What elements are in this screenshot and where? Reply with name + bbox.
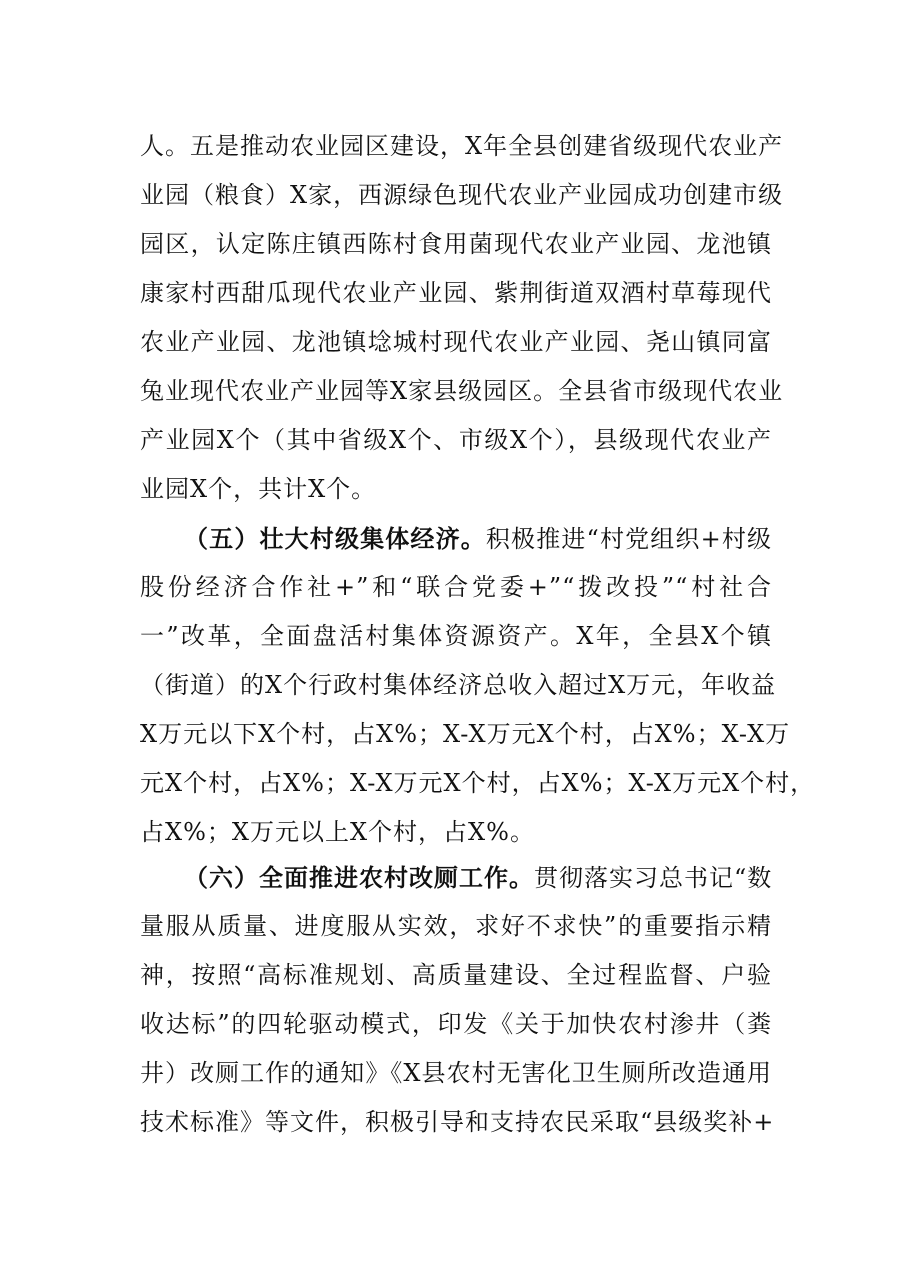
text-line: 产业园X个（其中省级X个、市级X个），县级现代农业产 bbox=[140, 426, 772, 454]
text-line: 农业产业园、龙池镇埝城村现代农业产业园、尧山镇同富 bbox=[140, 328, 772, 356]
paragraph-toilet-reform bbox=[140, 853, 775, 1147]
text-line: X万元以下X个村，占X%；X-X万元X个村，占X%；X-X万 bbox=[140, 720, 791, 748]
text-line: 井）改厕工作的通知》《X县农村无害化卫生厕所改造通用 bbox=[140, 1059, 772, 1087]
text-line: 业园X个，共计X个。 bbox=[140, 475, 377, 503]
text-line: 收达标”的四轮驱动模式，印发《关于加快农村渗井（粪 bbox=[140, 1010, 772, 1038]
text-run: 积极推进“村党组织+村级 bbox=[485, 525, 772, 553]
text-line: 技术标准》等文件，积极引导和支持农民采取“县级奖补+ bbox=[140, 1108, 775, 1136]
paragraph-agricultural-parks bbox=[140, 122, 784, 514]
text-line: 兔业现代农业产业园等X家县级园区。全县省市级现代农业 bbox=[140, 377, 784, 405]
text-line-first bbox=[140, 853, 772, 902]
text-line: （街道）的X个行政村集体经济总收入超过X万元，年收益 bbox=[140, 671, 777, 699]
text-line: 股份经济合作社+”和“联合党委+”“拨改投”“村社合 bbox=[140, 573, 772, 601]
paragraph-collective-economy bbox=[140, 514, 816, 857]
text-line: 一”改革，全面盘活村集体资源资产。X年，全县X个镇 bbox=[140, 622, 772, 650]
section-heading: （六）全面推进农村改厕工作。 bbox=[184, 863, 534, 892]
text-line: 园区，认定陈庄镇西陈村食用菌现代农业产业园、龙池镇 bbox=[140, 230, 772, 258]
text-line: 业园（粮食）X家，西源绿色现代农业产业园成功创建市级 bbox=[140, 181, 784, 209]
text-run: 贯彻落实习总书记“数 bbox=[534, 864, 773, 892]
text-line: 康家村西甜瓜现代农业产业园、紫荆街道双酒村草莓现代 bbox=[140, 279, 772, 307]
text-line: 占X%；X万元以上X个村，占X%。 bbox=[140, 818, 535, 846]
text-line: 元X个村，占X%；X-X万元X个村，占X%；X-X万元X个村， bbox=[140, 769, 816, 797]
text-line: 量服从质量、进度服从实效，求好不求快”的重要指示精 bbox=[140, 912, 772, 940]
text-line-first bbox=[140, 514, 772, 563]
text-line: 神，按照“高标准规划、高质量建设、全过程监督、户验 bbox=[140, 961, 772, 989]
section-heading: （五）壮大村级集体经济。 bbox=[184, 524, 486, 553]
text-line: 人。五是推动农业园区建设，X年全县创建省级现代农业产 bbox=[140, 132, 784, 160]
